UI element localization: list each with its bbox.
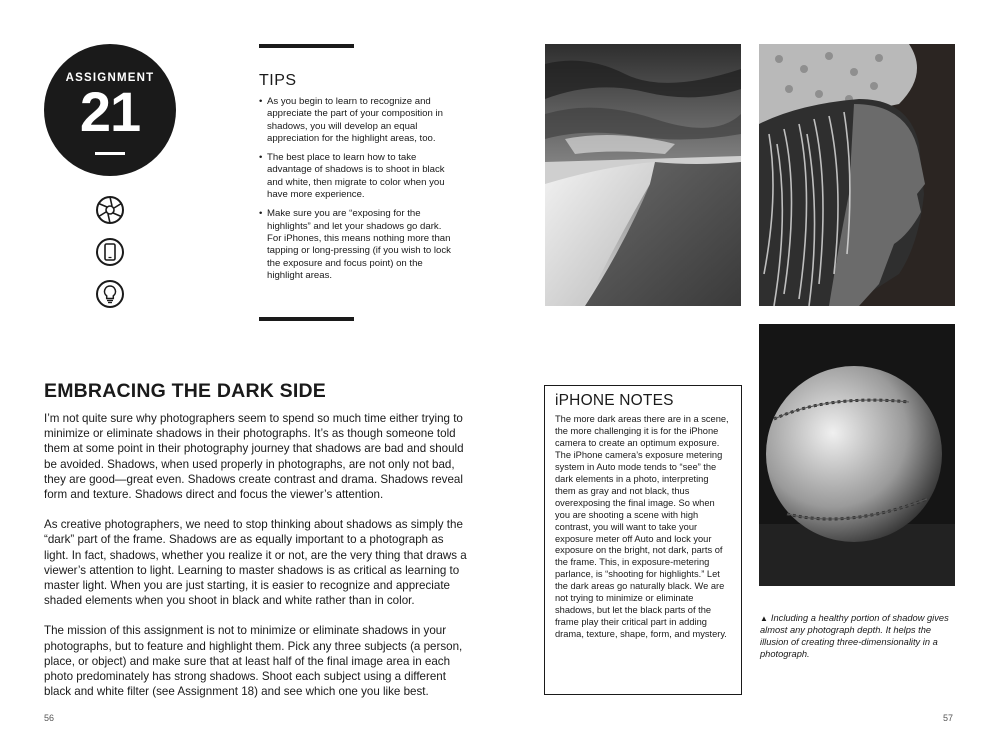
tips-top-rule: [259, 44, 354, 48]
assignment-label: ASSIGNMENT: [65, 72, 155, 84]
article-paragraph: I’m not quite sure why photographers seem to spend so much time either trying to minimize or eliminate shadows in their photographs. It’s as though someone told them at some point in their photography journey that shadows are bad and should be avoided. Shadows, when used properly in photographs, are not only not bad, they are good—great even. Shadows create contrast and drama. Shadows reveal form and texture. Shadows direct and focus the viewer’s attention.: [44, 412, 464, 502]
assignment-number: 21: [79, 80, 141, 143]
page-number-right: 57: [943, 713, 954, 723]
badge-dash: [95, 152, 125, 155]
portrait-photo: [759, 44, 955, 306]
article-paragraph: The mission of this assignment is not to minimize or eliminate shadows in your photographs, but to feature and highlight them. Pick any three subjects (a person, place, or object) and make sure that at least half of the final image area in each photo predominately has strong shadows. Shoot each subject using a different black and white filter (see Assignment 18) and see which one you like best.: [44, 624, 463, 699]
article-body: [44, 411, 469, 714]
caption-text: Including a healthy portion of shadow gives almost any photograph depth. It helps the illusion of creating three-dimensionality in a photograph.: [760, 613, 949, 659]
iphone-notes-body: The more dark areas there are in a scene, the more challenging it is for the iPhone camera to create an optimum exposure. The iPhone camera’s exposure metering system in Auto mode tends to “see” the dark elements in a photo, interpreting them as gray and not black, thus overexposing the final image. So when you are shooting a scene with high contrast, you will want to take your exposure meter off Auto and lock your exposure on the bright, not dark, parts of the frame. This, in exposure-metering parlance, is “shooting for highlights.” Let the dark areas go naturally black. We are not trying to minimize or eliminate shadows, but let the black parts of the frame play their critical part in adding drama, texture, shape, form, and mystery.: [555, 414, 729, 640]
tips-bottom-rule: [259, 317, 354, 321]
tip-item: • As you begin to learn to recognize and appreciate the part of your composition in shadows, you will develop an equal appreciation for the highlight areas, too.: [259, 96, 455, 145]
page-number-left: 56: [44, 713, 55, 723]
iphone-notes-title: iPHONE NOTES: [555, 392, 674, 409]
tips-list: [259, 96, 455, 282]
article-heading: EMBRACING THE DARK SIDE: [44, 380, 326, 402]
iphone-notes-box: [544, 385, 742, 695]
baseball-photo: [759, 324, 955, 586]
lightbulb-icon: [95, 279, 125, 309]
caption-triangle-icon: ▲: [760, 614, 768, 623]
tips-box: [259, 44, 455, 289]
camera-aperture-icon: [95, 195, 125, 225]
tip-item: • Make sure you are “exposing for the highlights” and let your shadows go dark. For iPhones, this means nothing more than tapping or long-pressing (if you wish to lock the exposure and focus point) on the highlight areas.: [259, 208, 455, 282]
tips-title: TIPS: [259, 72, 297, 89]
smartphone-icon: [95, 237, 125, 267]
assignment-badge: [44, 44, 176, 176]
tip-item: • The best place to learn how to take advantage of shadows is to shoot in black and white, then migrate to color when you have more experience.: [259, 152, 455, 201]
desert-dune-photo: [545, 44, 741, 306]
article-paragraph: As creative photographers, we need to stop thinking about shadows as simply the “dark” part of the frame. Shadows are as equally important to a photograph as light. In fact, shadows, whether you realize it or not, are the very thing that draws a viewer’s attention to light. Learning to master shadows is as critical as learning to master light. When you are just starting, it is easier to recognize and appreciate shaded elements when you shoot in black and white rather than in color.: [44, 518, 467, 608]
photo-caption: [760, 613, 960, 661]
